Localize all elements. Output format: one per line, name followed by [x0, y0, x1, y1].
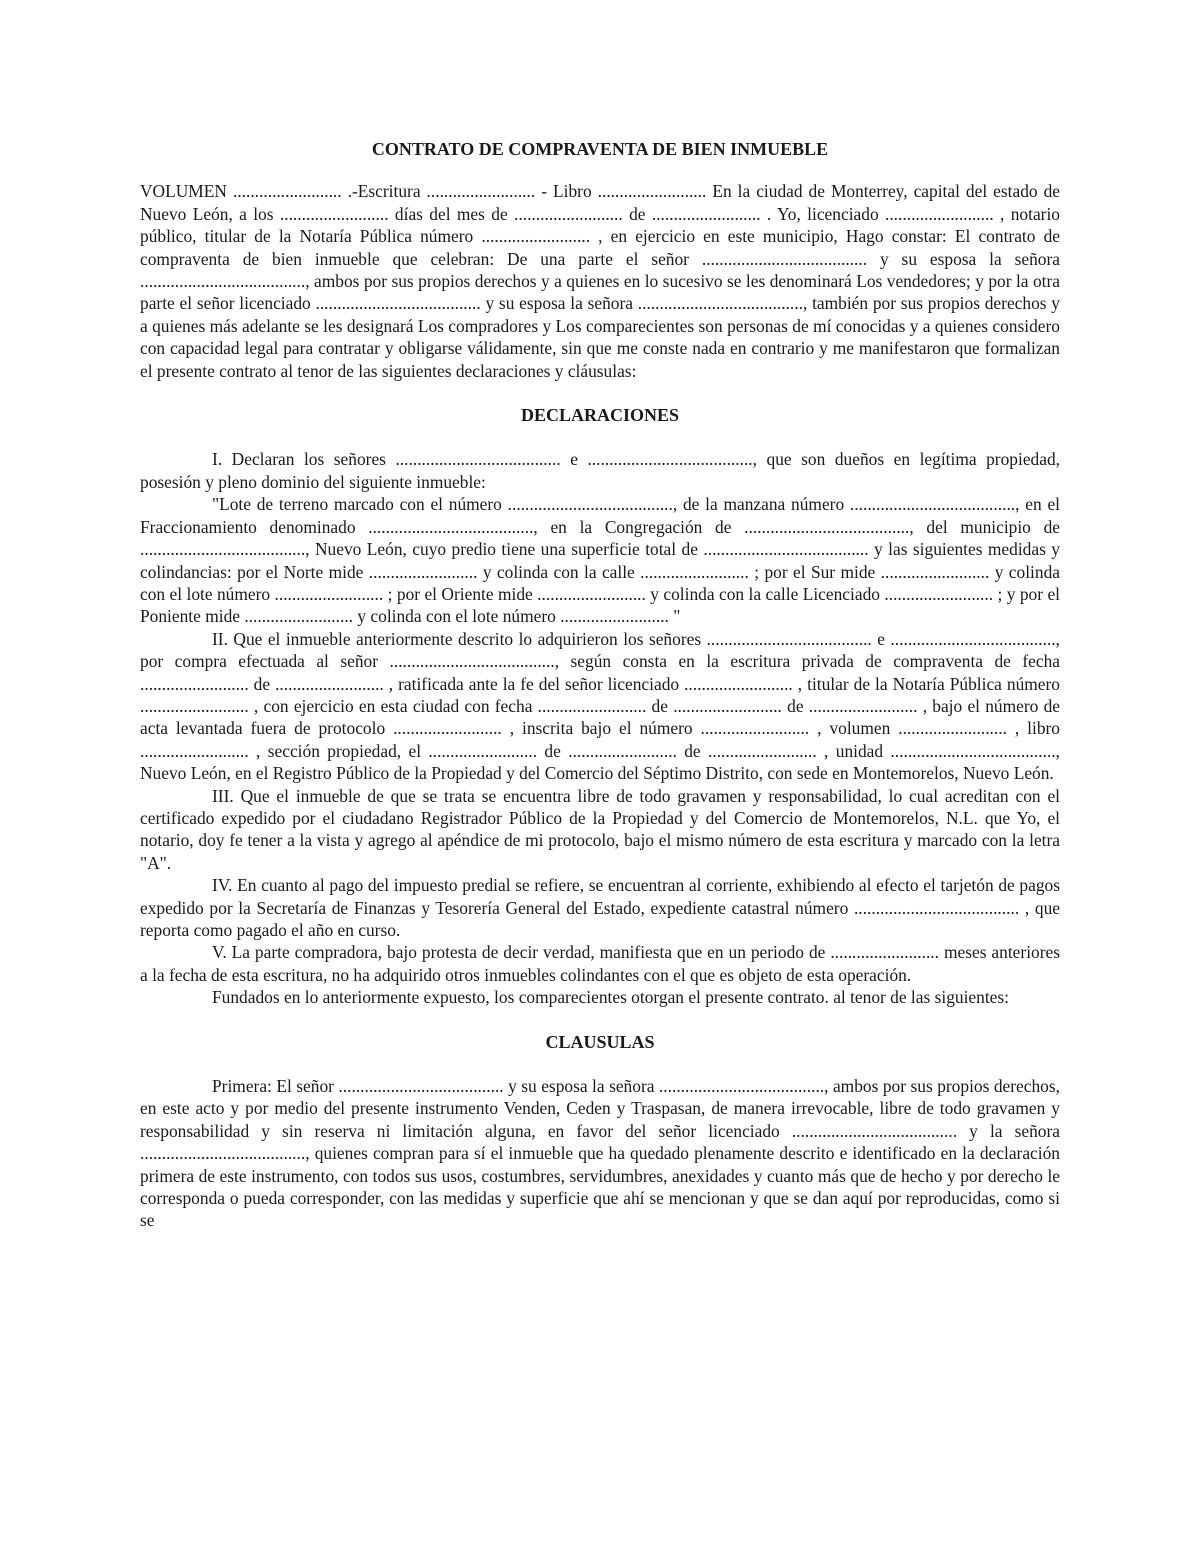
declaracion-v: V. La parte compradora, bajo protesta de decir verdad, manifiesta que en un periodo de ......................... meses anteriores a la fecha de esta escritura, no ha adquirido otros inmuebles colindantes con el que es objeto de esta operación.: [140, 942, 1060, 985]
document-page: [140, 132, 1060, 1232]
declaracion-iii: III. Que el inmueble de que se trata se encuentra libre de todo gravamen y responsabilidad, lo cual acreditan con el certificado expedido por el ciudadano Registrador Público de la Propiedad y del Comercio de Montemorelos, N.L. que Yo, el notario, doy fe tener a la vista y agrego al apéndice de mi protocolo, bajo el mismo número de esta escritura y marcado con la letra "A".: [140, 785, 1060, 873]
document-title: CONTRATO DE COMPRAVENTA DE BIEN INMUEBLE: [371, 139, 829, 159]
clausulas-heading: CLAUSULAS: [545, 1031, 655, 1052]
declaracion-iv: IV. En cuanto al pago del impuesto predial se refiere, se encuentran al corriente, exhibiendo al efecto el tarjetón de pagos expedido por la Secretaría de Finanzas y Tesorería General del Estado, expediente catastral número ...................................... , que reporta como pagado el año en curso.: [140, 875, 1060, 940]
declaraciones-heading: DECLARACIONES: [520, 405, 680, 426]
declaracion-i: I. Declaran los señores ...................................... e ......................................, que son dueños en legítima propiedad, posesión y pleno dominio del siguiente inmueble:: [140, 449, 1060, 492]
declaracion-lote-description: "Lote de terreno marcado con el número ......................................, de la manzana número ......................................, en el Fraccionamiento denominado ......................................, en la Congregación de ......................................, del municipio de ......................................, Nuevo León, cuyo predio tiene una superficie total de ...................................... y las siguientes medidas y colindancias: por el Norte mide ......................... y colinda con la calle ......................... ; por el Sur mide ......................... y colinda con el lote número ......................... ; por el Oriente mide ......................... y colinda con la calle Licenciado ......................... ; y por el Poniente mide ......................... y colinda con el lote número ......................... ": [140, 494, 1060, 627]
clausula-primera: Primera: El señor ...................................... y su esposa la señora ......................................, ambos por sus propios derechos, en este acto y por medio del presente instrumento Venden, Ceden y Traspasan, de manera irrevocable, libre de todo gravamen y responsabilidad y sin reserva ni limitación alguna, en favor del señor licenciado ...................................... y la señora ......................................, quienes compran para sí el inmueble que ha quedado plenamente descrito e identificado en la declaración primera de este instrumento, con todos sus usos, costumbres, servidumbres, anexidades y cuanto más que de hecho y por derecho le corresponda o pueda corresponder, con las medidas y superficie que ahí se mencionan y que se dan aquí por reproducidas, como si se: [140, 1076, 1060, 1231]
intro-paragraph: VOLUMEN ......................... .-Escritura ......................... - Libro ......................... En la ciudad de Monterrey, capital del estado de Nuevo León, a los ......................... días del mes de ......................... de ......................... . Yo, licenciado ......................... , notario público, titular de la Notaría Pública número ......................... , en ejercicio en este municipio, Hago constar: El contrato de compraventa de bien inmueble que celebran: De una parte el señor ...................................... y su esposa la señora ......................................, ambos por sus propios derechos y a quienes en lo sucesivo se les denominará Los vendedores; y por la otra parte el señor licenciado ...................................... y su esposa la señora ......................................, también por sus propios derechos y a quienes más adelante se les designará Los compradores y Los comparecientes son personas de mí conocidas y a quienes considero con capacidad legal para contratar y obligarse válidamente, sin que me conste nada en contrario y me manifestaron que formalizan el presente contrato al tenor de las siguientes declaraciones y cláusulas:: [140, 181, 1060, 381]
declaraciones-conclusion: Fundados en lo anteriormente expuesto, los comparecientes otorgan el presente contrato. al tenor de las siguientes:: [212, 987, 1009, 1008]
declaracion-ii: II. Que el inmueble anteriormente descrito lo adquirieron los señores ...................................... e ......................................, por compra efectuada al señor ......................................, según consta en la escritura privada de compraventa de fecha ......................... de ......................... , ratificada ante la fe del señor licenciado ......................... , titular de la Notaría Pública número ......................... , con ejercicio en esta ciudad con fecha ......................... de ......................... de ......................... , bajo el número de acta levantada fuera de protocolo ......................... , inscrita bajo el número ......................... , volumen ......................... , libro ......................... , sección propiedad, el ......................... de ......................... de ......................... , unidad ......................................, Nuevo León, en el Registro Público de la Propiedad y del Comercio del Séptimo Distrito, con sede en Montemorelos, Nuevo León.: [140, 628, 1060, 784]
